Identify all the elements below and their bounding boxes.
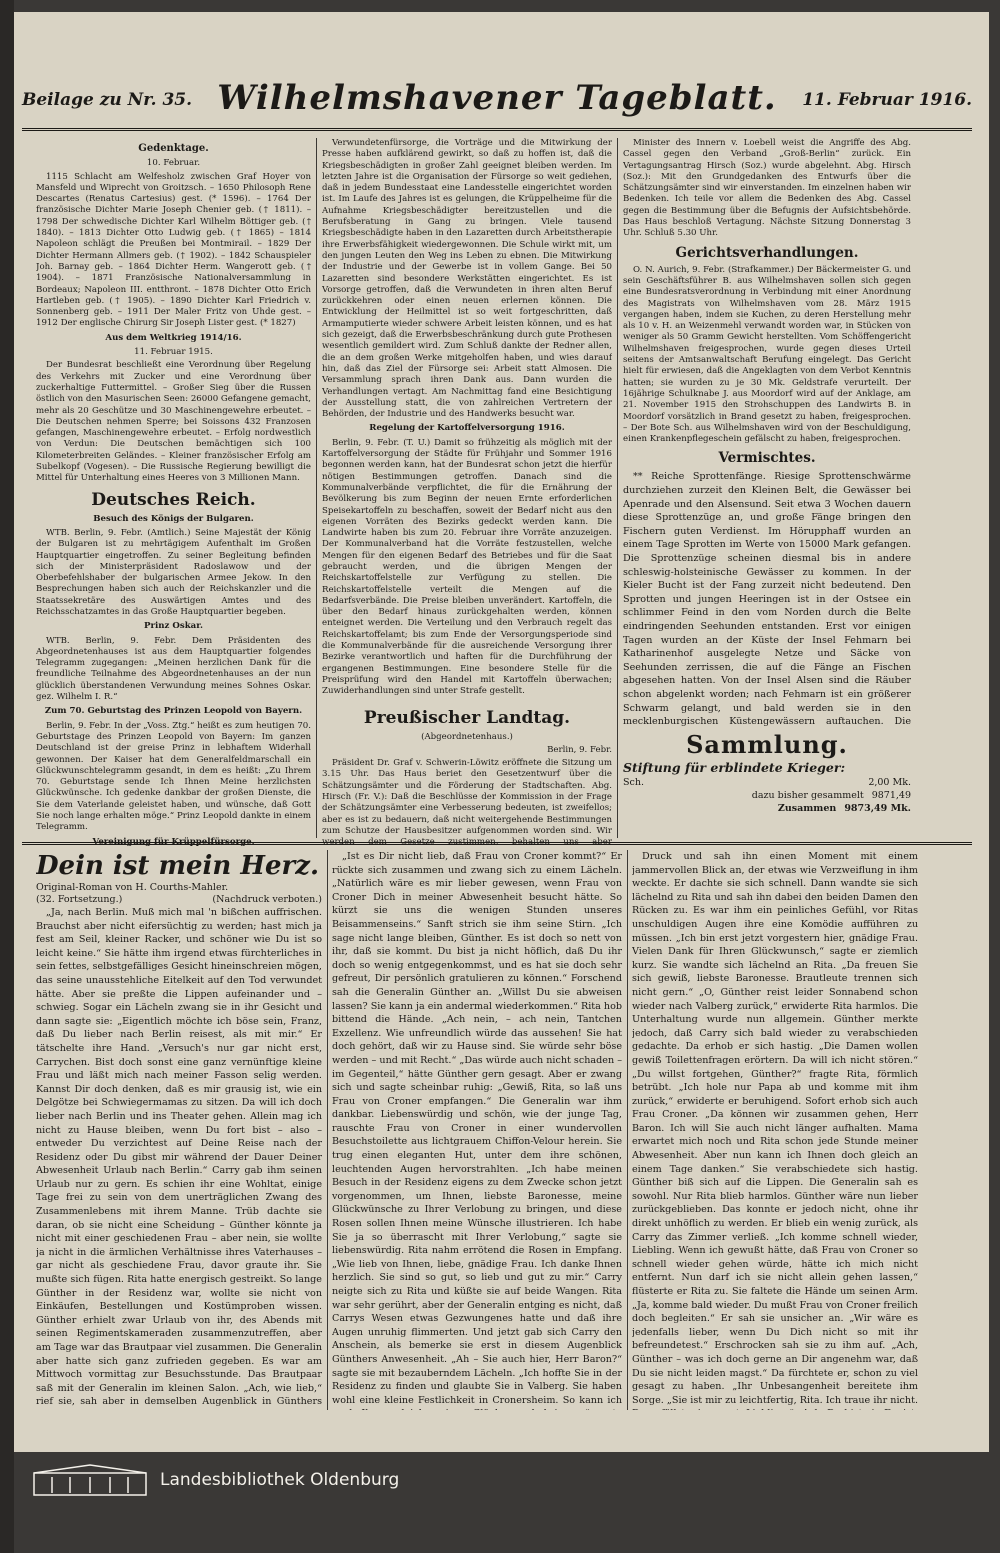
gedenktage-heading: Gedenktage.	[138, 143, 209, 154]
sammlung-total	[623, 802, 911, 815]
novel-text-2: „Ist es Dir nicht lieb, daß Frau von Croner kommt?“ Er rückte sich zusammen und zwang sich zu einem Lächeln. „Natürlich wäre es mir lieber gewesen, wenn Frau von Croner Dich in meiner Abwesenheit besucht hätte. So kürzt sie uns die wenigen Stunden unseres Beisammenseins.“ Sanft strich sie ihm seine Stirn. „Ich sage nicht lange bleiben, Günther. Es ist doch so nett von ihr, daß sie kommt. Du bist ja nicht höflich, daß Du ihr doch so wenig entgegenkommst, und es hat sie doch sehr gefreut, Dir persönlich gratulieren zu können.“ Forschend sah die Generalin Günther an. „Willst Du sie abweisen lassen? Sie kann ja ein andermal wiederkommen.“ Rita hob bittend die Hände. „Ach nein, – ach nein, Tantchen Exzellenz. Wie unfreundlich würde das aussehen! Sie hat doch gehört, daß wir zu Hause sind. Sie würde sehr böse werden – und mit Recht.“ „Das würde auch nicht schaden – im Gegenteil,“ hätte Günther gern gesagt. Aber er zwang sich und sagte scheinbar ruhig: „Gewiß, Rita, so laß uns Frau von Croner empfangen.“ Die Generalin war ihm dankbar. Liebenswürdig und schön, wie der junge Tag, rauschte Frau von Croner in einer wundervollen Besuchstoilette aus lichtgrauem Chiffon-Velour herein. Sie trug einen eleganten Hut, unter dem ihre schönen, leuchtenden Augen hervorstrahlten. „Ich habe meinen Besuch in der Residenz eigens zu dem Zwecke schon jetzt vorgenommen, um Ihnen, liebste Baronesse, meine Glückwünsche zu Ihrer Verlobung zu bringen, und diese Rosen sollen Ihnen meine Wünsche illustrieren. Ich habe Sie ja so überrascht mit Ihrer Verlobung,“ sagte sie liebenswürdig. Rita nahm errötend die Rosen in Empfang. „Wie lieb von Ihnen, liebe, gnädige Frau. Ich danke Ihnen herzlich. Sie sind so gut, so lieb und gut zu mir.“ Carry neigte sich zu Rita und küßte sie auf beide Wangen. Rita war sehr gerührt, aber der Generalin entging es nicht, daß Carrys Wesen etwas Gezwungenes hatte und daß ihre Augen unruhig flimmerten. Und jetzt gab sich Carry den Anschein, als bemerke sie erst in diesem Augenblick Günthers Anwesenheit. „Ah – Sie auch hier, Herr Baron?“ sagte sie mit bezauberndem Lächeln. „Ich hoffte Sie in der Residenz zu finden und glaubte Sie in Valberg. Sie haben wohl eine kleine Festlichkeit in Cronersheim. So kann ich	[332, 851, 622, 1406]
sammlung-box	[623, 730, 911, 838]
sammlung-previous-label: dazu bisher gesammelt	[751, 790, 864, 801]
weltkrieg-text: Der Bundesrat beschließt eine Verordnung über Regelung des Verkehrs mit Zucker und eine Verordnung über zuckerhaltige Futtermittel. – Großer Sieg über die Russen östlich von den Masurischen Seen: 26000 Gefangene gemacht, mehr als 20 Geschütze und 30 Maschinengewehre erbeutet. – Die Deutschen nehmen Sperre; bei Soissons 432 Franzosen gefangen, Maschinengewehre erbeutet. – Erfolg nordwestlich von Verdun: Die Deutschen bemächtigen sich 100 Kilometerbreiten Geländes. – Kleiner französischer Erfolg am Subelkopf (Vogesen). – Die Russische Regierung bewilligt die Mittel für Unterhaltung eines Heeres von 3 Millionen Mann.	[36, 360, 311, 484]
masthead-rule	[22, 128, 972, 131]
landtag-continued: Minister des Innern v. Loebell weist die Angriffe des Abg. Cassel gegen den Verband „Groß-Berlin“ zurück. Ein Vertagungsantrag Hirsch (Soz.) wurde abgelehnt. Abg. Hirsch (Soz.): Mit den Grundgedanken des Entwurfs über die Schätzungsämter sind wir einverstanden. Im einzelnen haben wir Bedenken. Ich teile vor allem die Bedenken des Abg. Cassel gegen die Bestimmung über die Befugnis der Aufsichtsbehörde. Das Haus beschloß Vertagung. Nächste Sitzung Donnerstag 3 Uhr. Schluß 5.30 Uhr.	[623, 138, 911, 239]
kartoffel-text: Berlin, 9. Febr. (T. U.) Damit so frühzeitig als möglich mit der Kartoffelversorgung der Städte für Frühjahr und Sommer 1916 begonnen werden kann, hat der Bundesrat schon jetzt die hierfür nötigen Bestimmungen getroffen. Danach sind die Kommunalverbände verpflichtet, die für die Ernährung der Bevölkerung bis zum Beginn der neuen Ernte erforderlichen Speisekartoffeln zu beschaffen, soweit der Bedarf nicht aus den eigenen Vorräten des Bezirks gedeckt werden kann. Die Landwirte haben bis zum 20. Februar ihre Vorräte anzuzeigen. Der Kommunalverband hat die Vorräte festzustellen, welche Mengen für den eigenen Bedarf des Betriebes und für die Saat gebraucht werden, und die übrigen Mengen der Reichskartoffelstelle zur Verfügung zu stellen. Die Reichskartoffelstelle verteilt die Mengen auf die Bedarfsverbände. Die Preise bleiben unverändert. Kartoffeln, die über den Bedarf hinaus zurückgehalten werden, können enteignet werden. Die Verteilung und den Verbrauch regelt das Reichskartoffelamt; bis zum Ende der Versorgungsperiode sind die Kommunalverbände für die ausreichende Versorgung ihrer Bezirke verantwortlich und haften für die Durchführung der ergangenen Bestimmungen. Eine besondere Stelle für die Preisprüfung wird den Handel mit Kartoffeln überwachen; Zuwiderhandlungen sind unter Strafe gestellt.	[322, 437, 612, 697]
vermischtes-heading: Vermischtes.	[718, 450, 816, 467]
sammlung-previous	[623, 789, 911, 802]
novel-author: Original-Roman von H. Courths-Mahler.	[36, 882, 229, 893]
besuch-text: WTB. Berlin, 9. Febr. (Amtlich.) Seine Majestät der König der Bulgaren ist zu mehrtägigem Aufenthalt im Großen Hauptquartier eingetroffen. Zu seiner Begleitung befinden sich der Ministerpräsident Radoslawow und der Oberbefehlshaber der bulgarischen Armee Jekow. In den Besprechungen haben sich auch der Reichskanzler und die Staatssekretäre des Auswärtigen Amtes und des Reichsschatzamtes in das Große Hauptquartier begeben.	[36, 527, 311, 617]
sammlung-previous-amount: 9871,49	[871, 790, 911, 801]
landtag-heading: Preußischer Landtag.	[363, 707, 571, 728]
vermischtes-text: ** Reiche Sprottenfänge. Riesige Sprottenschwärme durchziehen zurzeit den Kleinen Belt, die Gewässer bei Apenrade und den Alsensund. Seit etwa 3 Wochen dauern diese Sprottenzüge an, und große Fänge bringen den Fischern guten Verdienst. Im Hörupphaff wurden an einem Tage Sprotten im Werte von 15000 Mark gefangen. Die Sprottenzüge scheinen diesmal bis in andere schleswig-holsteinische Gewässer zu kommen. In der Kieler Bucht ist der Fang zurzeit nicht bedeutend. Den Sprotten und jungen Heeringen ist in der Ostsee ein schlimmer Feind in den vom Norden durch die Belte eindringenden Seehunden entstanden. Erst vor einigen Tagen wurden an der Küste der Insel Fehmarn bei Katharinenhof ausgelegte Netze und Säcke von Seehunden zerrissen, die auf die Fänge an Fischen abgesehen hatten. Von der Insel Alsen sind die Räuber schon abgelenkt worden; nach Fehmarn ist ein größerer Schwarm gelangt, und bald werden sie in den mecklenburgischen Küstengewässern auftauchen. Die	[623, 471, 911, 728]
issue-date: 11. Februar 1916.	[802, 90, 972, 110]
novel-text-3: Druck und sah ihn einen Moment mit einem jammervollen Blick an, der etwas wie Verzweiflung in ihm weckte. Er dachte sie sich schnell. Dann wandte sie sich lächelnd zu Rita und sah ihn dabei den beiden Damen den Rücken zu. Es war ihm ein peinliches Gefühl, vor Ritas unschuldigen Augen ihre eine Komödie aufführen zu müssen. „Ich bin erst jetzt vorgestern hier, gnädige Frau. Vielen Dank für Ihren Glückwunsch,“ sagte er ziemlich kurz. Sie wandte sich lächelnd an Rita. „Da freuen Sie sich gewiß, liebste Baronesse. Brautleute trennen sich nicht gern.“ „O, Günther reist leider Sonnabend schon wieder nach Valberg zurück,“ erwiderte Rita harmlos. Die Unterhaltung wurde nun allgemein. Günther merkte jedoch, daß Carry sich bald wieder zu verabschieden gedachte. Da erhob er sich hastig. „Die Damen wollen gewiß Toilettenfragen erörtern. Da will ich nicht stören.“ „Du willst fortgehen, Günther?“ fragte Rita, förmlich betrübt. „Ich hole nur Papa ab und komme mit ihm zurück,“ erwiderte er beruhigend. Sofort erhob sich auch Frau Croner. „Da können wir zusammen gehen, Herr Baron. Ich will Sie auch nicht länger aufhalten. Mama erwartet mich noch und Rita schon jede Stunde meiner Abwesenheit. Aber nun kann ich Ihnen doch gleich an einem Tage danken.“ Sie verabschiedete sich hastig. Günther biß sich auf die Lippen. Die Generalin sah es sowohl. Nur Rita blieb harmlos. Günther wäre nun lieber zurückgeblieben. Das konnte er jedoch nicht, ohne ihr direkt unhöflich zu werden. Er blieb ein wenig zurück, als Carry das Zimmer verließ. „Ich komme schnell wieder, Liebling. Wenn ich gewußt hätte, daß Frau von Croner so schnell wieder gehen würde, hätte ich mich nicht entfernt. Nun darf ich sie nicht allein gehen lassen,“ flüsterte er Rita zu. Sie faltete die Hände um seinen Arm. „Ja, komme bald wieder. Du mußt Frau von Croner freilich doch begleiten.“ Er sah sie unsicher an. „Wir wäre es jedenfalls lieber, wenn Du Dich nicht so mit ihr befreundetest.“ Erschrocken sah sie zu ihm auf. „Ach, Günther – was ich doch gerne an Dir angenehm war, daß Du sie nicht leiden magst.“ Da fürchtete er, schon zu viel gesagt zu haben. „Ihr Unbesangenheit bereitete ihm Sorge. „Sie ist mir zu leichtfertig, Rita. Ich traue ihr nicht.	[632, 851, 918, 1406]
masthead	[22, 78, 972, 124]
library-footer	[32, 1462, 399, 1498]
kartoffel-heading: Regelung der Kartoffelversorgung 1916.	[369, 423, 565, 434]
column-rule	[627, 850, 628, 1410]
weltkrieg-heading: Aus dem Weltkrieg 1914/16.	[105, 332, 242, 343]
column-1	[36, 138, 311, 846]
gedenktage-date: 10. Februar.	[146, 158, 201, 169]
weltkrieg-date: 11. Februar 1915.	[134, 347, 213, 358]
section-rule	[22, 842, 972, 845]
besuch-heading: Besuch des Königs der Bulgaren.	[93, 513, 254, 524]
novel-column-2	[332, 850, 622, 1410]
newspaper-title: Wilhelmshavener Tageblatt.	[217, 78, 777, 118]
column-rule	[617, 138, 618, 838]
newspaper-page	[14, 12, 989, 1537]
landtag-text: Präsident Dr. Graf v. Schwerin-Löwitz eröffnete die Sitzung um 3.15 Uhr. Das Haus beriet den Gesetzentwurf über die Schätzungsämter und die Förderung der Stadtschaften. Abg. Hirsch (Fr. V.): Daß die Beschlüsse der Kommission in der Frage der Schätzungsämter eine Verbesserung bedeuten, ist zweifellos; aber es ist zu bedauern, daß nicht weitergehende Bestimmungen zum Schutze der Hausbesitzer aufgenommen worden sind. Wir werden dem Gesetze zustimmen, behalten uns aber	[322, 758, 612, 846]
column-3	[623, 138, 911, 728]
novel-column-3	[632, 850, 918, 1410]
novel-text-1: „Ja, nach Berlin. Muß mich mal 'n bißchen auffrischen. Brauchst aber nicht eifersüchtig zu werden; hast mich ja fest am Seil, kleiner Racker, und schöner wie Du ist so leicht keine.“ Sie hätte ihm irgend etwas fürchterliches in sein fettes, selbstgefälliges Gesicht hineinschreien mögen, das seine unausstehliche Eitelkeit auf den Tod verwundet hätte. Aber sie preßte die Lippen aufeinander und – schwieg. Sogar ein Lächeln zwang sie in ihr Gesicht und dann sagte sie: „Eigentlich möchte ich böse sein, Franz, daß Du lieber nach Berlin reisest, als mit mir.“ Er tätschelte ihre Hand. „Versuch's nur gar nicht erst, Carrychen. Bist doch sonst eine ganz vernünftige kleine Frau und läßt mich nach meiner Fasson selig werden. Kannst Dir doch denken, daß es mir grausig ist, wie ein Delgötze bei Schwiegermamas zu sitzen. Da will ich doch lieber nach Berlin und ins Theater gehen. Allein mag ich nicht zu Hause bleiben, wenn Du fort bist – also – entweder Du verzichtest auf Deine Reise nach der Residenz oder Du gibst mir während der Dauer Deiner Abwesenheit Urlaub nach Berlin.“ Carry gab ihm seinen Urlaub nur zu gern. Es schien ihr eine Wohltat, einige Tage frei zu sein von dem unerträglichen Zwang des Zusammenlebens mit ihrem Manne. Trüb dachte sie daran, ob sie nicht eine Scheidung – Günther könnte ja nicht mit einer geschiedenen Frau – aber nein, sie wollte ja nicht in die ärmlichen Verhältnisse ihres Vaterhauses – gar nicht als geschiedene Frau, davor graute ihr. Sie mußte sich fügen. Rita hatte energisch gestreikt. So lange Günther in der Residenz war, wollte sie nicht von Einkäufen, Bestellungen und Kostümproben wissen. Günther erhielt zwar Urlaub von ihr, des Abends mit seinen Regimentskameraden zusammenzutreffen, aber am Tage war das Brautpaar viel zusammen. Die Generalin aber hatte sich ganz zufrieden gegeben. Es war am Mittwoch vormittag zur Besuchsstunde. Das Brautpaar saß mit der Generalin im kleinen Salon. „Ach, wie lieb,“ rief sie, sah aber in demselben Augenblick in Günthers	[36, 907, 322, 1408]
novel-rights: (Nachdruck verboten.)	[212, 894, 322, 905]
novel-title: Dein ist mein Herz.	[36, 851, 320, 881]
supplement-label: Beilage zu Nr. 35.	[22, 90, 193, 110]
leopold-heading: Zum 70. Geburtstag des Prinzen Leopold von Bayern.	[44, 706, 303, 717]
column-rule	[327, 850, 328, 1410]
column-rule	[316, 138, 317, 838]
sammlung-total-label: Zusammen	[777, 803, 837, 814]
sammlung-donor: Sch.	[623, 777, 644, 788]
novel-installment: (32. Fortsetzung.)	[36, 894, 123, 905]
leopold-text: Berlin, 9. Febr. In der „Voss. Ztg.“ heißt es zum heutigen 70. Geburtstage des Prinzen Leopold von Bayern: Im ganzen Deutschland ist der greise Prinz in lebhaftem Widerhall gewonnen. Der Kaiser hat dem Generalfeldmarschall ein Glückwunschtelegramm gesandt, in dem es heißt: „Zu Ihrem 70. Geburtstage sende Ich Ihnen Meine herzlichsten Glückwünsche. Ich gedenke dankbar der großen Dienste, die Sie dem Vaterlande geleistet haben, und wünsche, daß Gott Sie noch lange erhalten möge.“ Prinz Leopold dankte in einem Telegramm.	[36, 720, 311, 833]
oskar-heading: Prinz Oskar.	[144, 621, 203, 632]
krueppel-heading: Vereinigung für Krüppelfürsorge.	[92, 836, 255, 846]
landtag-subheading: (Abgeordnetenhaus.)	[421, 731, 513, 742]
sammlung-subtitle: Stiftung für erblindete Krieger:	[623, 760, 846, 775]
novel-meta	[36, 894, 322, 906]
oskar-text: WTB. Berlin, 9. Febr. Dem Präsidenten des Abgeordnetenhauses ist aus dem Hauptquartier folgendes Telegramm zugegangen: „Meinen herzlichen Dank für die freundliche Teilnahme des Abgeordnetenhauses an der nun glücklich überstandenen Verwundung meines Sohnes Oskar. gez. Wilhelm I. R.“	[36, 635, 311, 703]
novel-column-1	[36, 850, 322, 1410]
landtag-date: Berlin, 9. Febr.	[547, 744, 612, 755]
reich-heading: Deutsches Reich.	[91, 489, 256, 510]
sammlung-total-amount: 9873,49 Mk.	[844, 803, 911, 814]
sammlung-entry	[623, 776, 911, 789]
library-name: Landesbibliothek Oldenburg	[160, 1470, 400, 1490]
scan-edge	[0, 0, 14, 1553]
gericht-text: O. N. Aurich, 9. Febr. (Strafkammer.) Der Bäckermeister G. und sein Geschäftsführer B. aus Wilhelmshaven sollen sich gegen eine Bundesratsverordnung in Verbindung mit einer Anordnung des Magistrats von Wilhelmshaven vom 28. März 1915 vergangen haben, indem sie Kuchen, zu deren Herstellung mehr als 10 v. H. an Weizenmehl verwandt worden war, in Stücken von weniger als 50 Gramm Gewicht herstellten. Vom Schöffengericht Wilhelmshaven freigesprochen, wurde gegen dieses Urteil seitens der Amtsanwaltschaft Berufung eingelegt. Das Gericht hielt für erwiesen, daß die Angeklagten von dem Verbot Kenntnis hatten; sie wurden zu je 30 Mk. Geldstrafe verurteilt. Der 16jährige Schulknabe J. aus Moordorf wird auf der Anklage, am 21. November 1915 den Strohschuppen des Landwirts B. in Moordorf vorsätzlich in Brand gesetzt zu haben, freigesprochen. – Der Bote Sch. aus Wilhelmshaven wird von der Beschuldigung, einen Krankenpflegeschein gefälscht zu haben, freigesprochen.	[623, 264, 911, 445]
gedenktage-text: 1115 Schlacht am Welfesholz zwischen Graf Hoyer von Mansfeld und Wiprecht von Groitzsch. – 1650 Philosoph Rene Descartes (Renatus Cartesius) gest. (* 1596). – 1764 Der französische Dichter Marie Joseph Chenier geb. († 1811). – 1798 Der schwedische Dichter Karl Wilhelm Böttiger geb. († 1840). – 1813 Dichter Otto Ludwig geb. († 1865) – 1814 Napoleon schlägt die Preußen bei Montmirail. – 1829 Der Dichter Hermann Allmers geb. († 1902). – 1842 Schauspieler Joh. Barnay geb. – 1864 Dichter Herm. Wangerott geb. († 1904). – 1871 Französische Nationalversammlung in Bordeaux; Napoleon III. entthront. – 1878 Dichter Otto Erich Hartleben geb. († 1905). – 1890 Dichter Karl Friedrich v. Sonnenberg geb. – 1911 Der Maler Fritz von Uhde gest. – 1912 Der englische Chirurg Sir Joseph Lister gest. (* 1827)	[36, 171, 311, 329]
gericht-heading: Gerichtsverhandlungen.	[675, 244, 859, 261]
sammlung-title: Sammlung.	[686, 730, 848, 759]
column-2	[322, 138, 612, 846]
library-logo-icon	[32, 1463, 148, 1497]
sammlung-amount: 2,00 Mk.	[868, 777, 911, 788]
fuersorge-text: Verwundetenfürsorge, die Vorträge und die Mitwirkung der Presse haben aufklärend gewirkt, so daß zu hoffen ist, daß die Kriegsbeschädigten in großer Zahl geeignet bleiben werden. Im letzten Jahre ist die Organisation der Fürsorge so weit gediehen, daß in jedem Bundesstaat eine Landesstelle eingerichtet worden ist. Im Laufe des Jahres ist es gelungen, die Krüppelheime für die Aufnahme Kriegsbeschädigter bereitzustellen und die Berufsberatung in Gang zu bringen. Viele tausend Kriegsbeschädigte haben in den Lazaretten durch Arbeitstherapie ihre Erwerbsfähigkeit wiedergewonnen. Die Schule wirkt mit, um den jungen Leuten den Weg ins Leben zu ebnen. Die Mitwirkung der Industrie und der Gewerbe ist in vollem Gange. Bei 50 Lazaretten sind besondere Werkstätten eingerichtet. Es ist Vorsorge getroffen, daß die Verwundeten in ihren alten Beruf zurückkehren oder einen neuen erlernen können. Die Entwicklung der Heilmittel ist so weit fortgeschritten, daß Armamputierte wieder schwere Arbeit leisten können, und es hat sich gezeigt, daß die Erwerbsbeschränkung durch gute Prothesen wesentlich gemildert wird. Zum Schluß dankte der Redner allen, die an dem großen Werke mitgeholfen haben, und wies darauf hin, daß das Ziel der Fürsorge sei: Arbeit statt Almosen. Die Versammlung sprach ihren Dank aus. Dann wurden die Verhandlungen vertagt. Am Nachmittag fand eine Besichtigung der Ausstellung statt, die von zahlreichen Vertretern der Behörden, der Industrie und des Handwerks besucht war.	[322, 138, 612, 420]
